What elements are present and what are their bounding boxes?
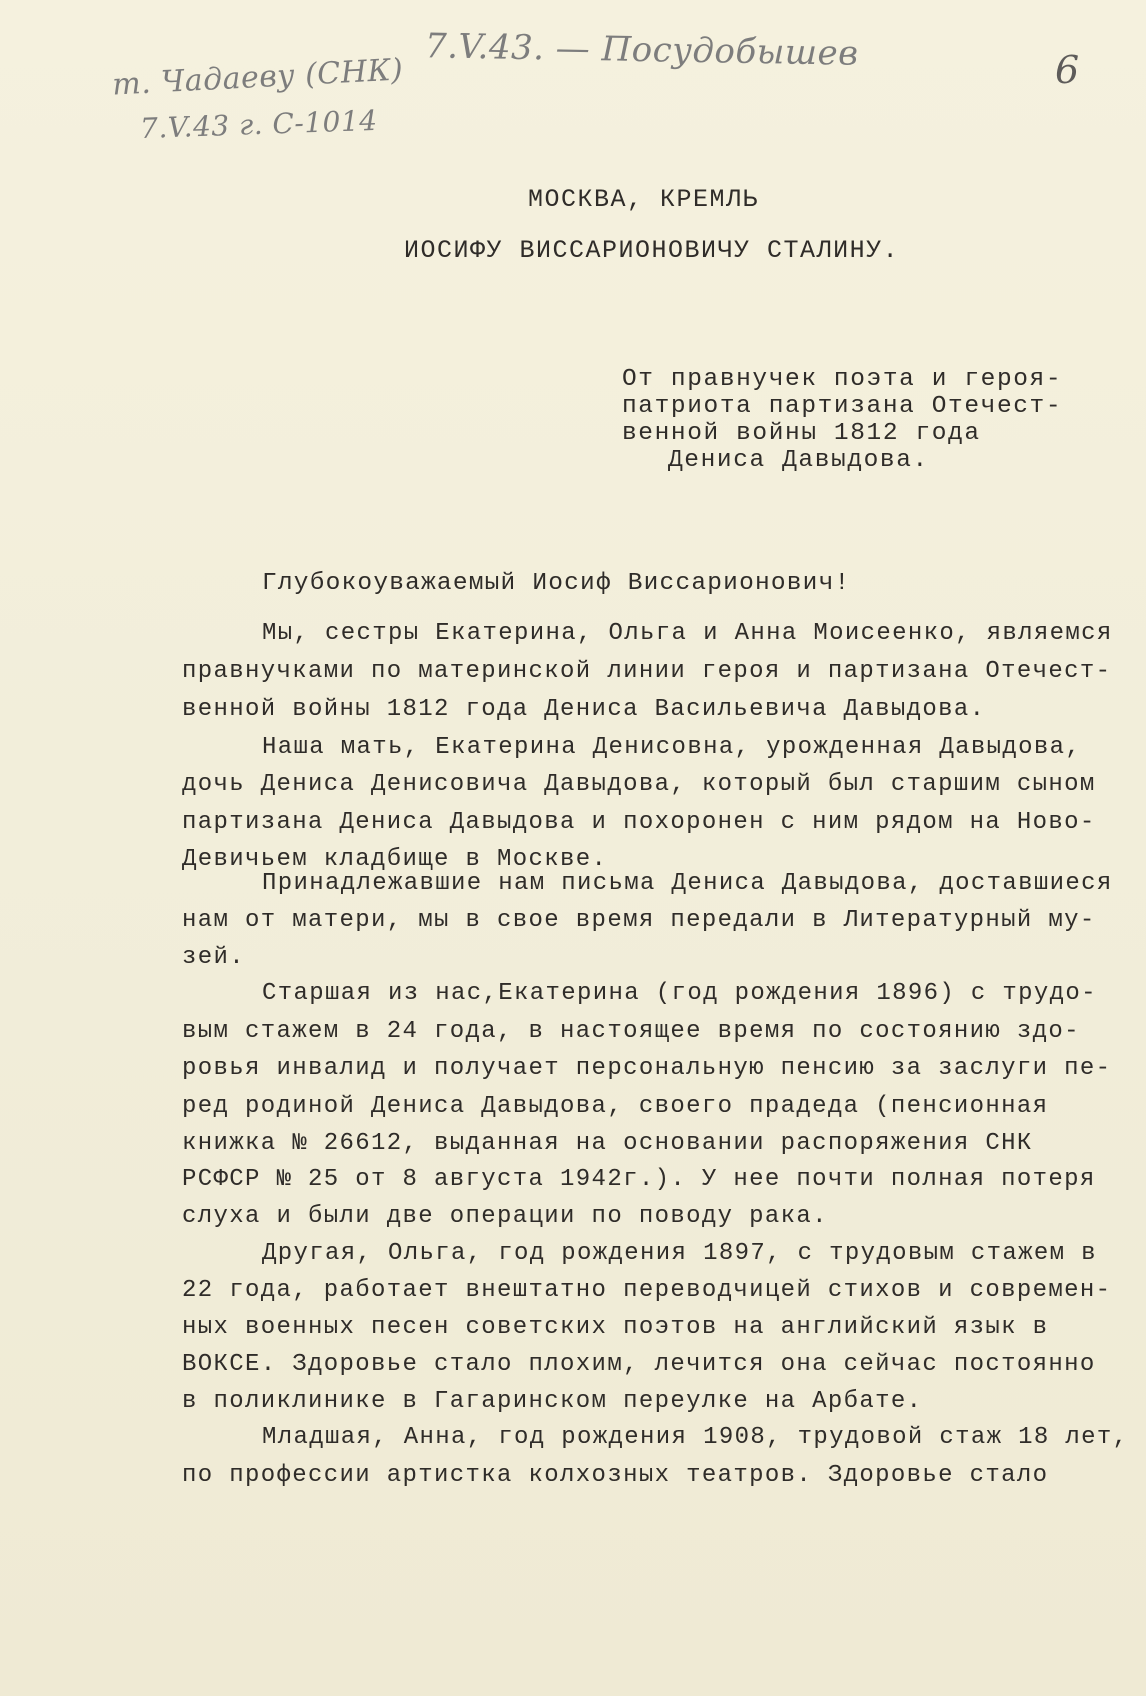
body-line: Принадлежавшие нам письма Дениса Давыдова, доставшиеся: [262, 870, 1113, 897]
body-line: ВОКСЕ. Здоровье стало плохим, лечится она сейчас постоянно: [182, 1351, 1096, 1378]
body-line: нам от матери, мы в свое время передали в Литературный му-: [182, 907, 1096, 934]
body-line: Другая, Ольга, год рождения 1897, с трудовым стажем в: [262, 1240, 1097, 1267]
handwritten-note-resolution: 7.V.43. — Посудобышев: [424, 26, 859, 74]
body-line: вым стажем в 24 года, в настоящее время по состоянию здо-: [182, 1018, 1080, 1045]
body-line: Младшая, Анна, год рождения 1908, трудовой стаж 18 лет,: [262, 1424, 1129, 1451]
sender-line: Дениса Давыдова.: [668, 447, 929, 474]
body-line: книжка № 26612, выданная на основании распоряжения СНК: [182, 1130, 1033, 1157]
body-line: ровья инвалид и получает персональную пенсию за заслуги пе-: [182, 1055, 1112, 1082]
body-line: Старшая из нас,Екатерина (год рождения 1896) с трудо-: [262, 980, 1097, 1007]
sender-line: патриота партизана Отечест-: [622, 393, 1063, 420]
body-line: слуха и были две операции по поводу рака.: [182, 1203, 828, 1230]
body-line: партизана Дениса Давыдова и похоронен с ним рядом на Ново-: [182, 809, 1096, 836]
page-number: 6: [1055, 48, 1080, 92]
header-address-line: МОСКВА, КРЕМЛЬ: [528, 185, 760, 214]
body-line: Наша мать, Екатерина Денисовна, урожденная Давыдова,: [262, 734, 1082, 761]
body-line: зей.: [182, 944, 246, 971]
body-line: Девичьем кладбище в Москве.: [182, 846, 608, 873]
salutation: Глубокоуважаемый Иосиф Виссарионович!: [262, 570, 851, 597]
body-line: дочь Дениса Денисовича Давыдова, который был старшим сыном: [182, 771, 1096, 798]
body-line: РСФСР № 25 от 8 августа 1942г.). У нее почти полная потеря: [182, 1166, 1096, 1193]
sender-line: От правнучек поэта и героя-: [622, 366, 1063, 393]
body-line: правнучками по материнской линии героя и партизана Отечест-: [182, 658, 1112, 685]
handwritten-note-date-code: 7.V.43 г. С-1014: [139, 103, 379, 146]
body-line: ред родиной Дениса Давыдова, своего прадеда (пенсионная: [182, 1093, 1049, 1120]
header-recipient-line: ИОСИФУ ВИССАРИОНОВИЧУ СТАЛИНУ.: [404, 236, 900, 265]
body-line: по профессии артистка колхозных театров. Здоровье стало: [182, 1462, 1049, 1489]
body-line: в поликлинике в Гагаринском переулке на Арбате.: [182, 1388, 923, 1415]
body-line: Мы, сестры Екатерина, Ольга и Анна Моисеенко, являемся: [262, 620, 1113, 647]
body-line: 22 года, работает внештатно переводчицей стихов и современ-: [182, 1277, 1112, 1304]
handwritten-note-recipient: т. Чадаеву (СНК): [111, 52, 405, 103]
sender-line: венной войны 1812 года: [622, 420, 981, 447]
body-line: венной войны 1812 года Дениса Васильевича Давыдова.: [182, 696, 986, 723]
body-line: ных военных песен советских поэтов на английский язык в: [182, 1314, 1049, 1341]
